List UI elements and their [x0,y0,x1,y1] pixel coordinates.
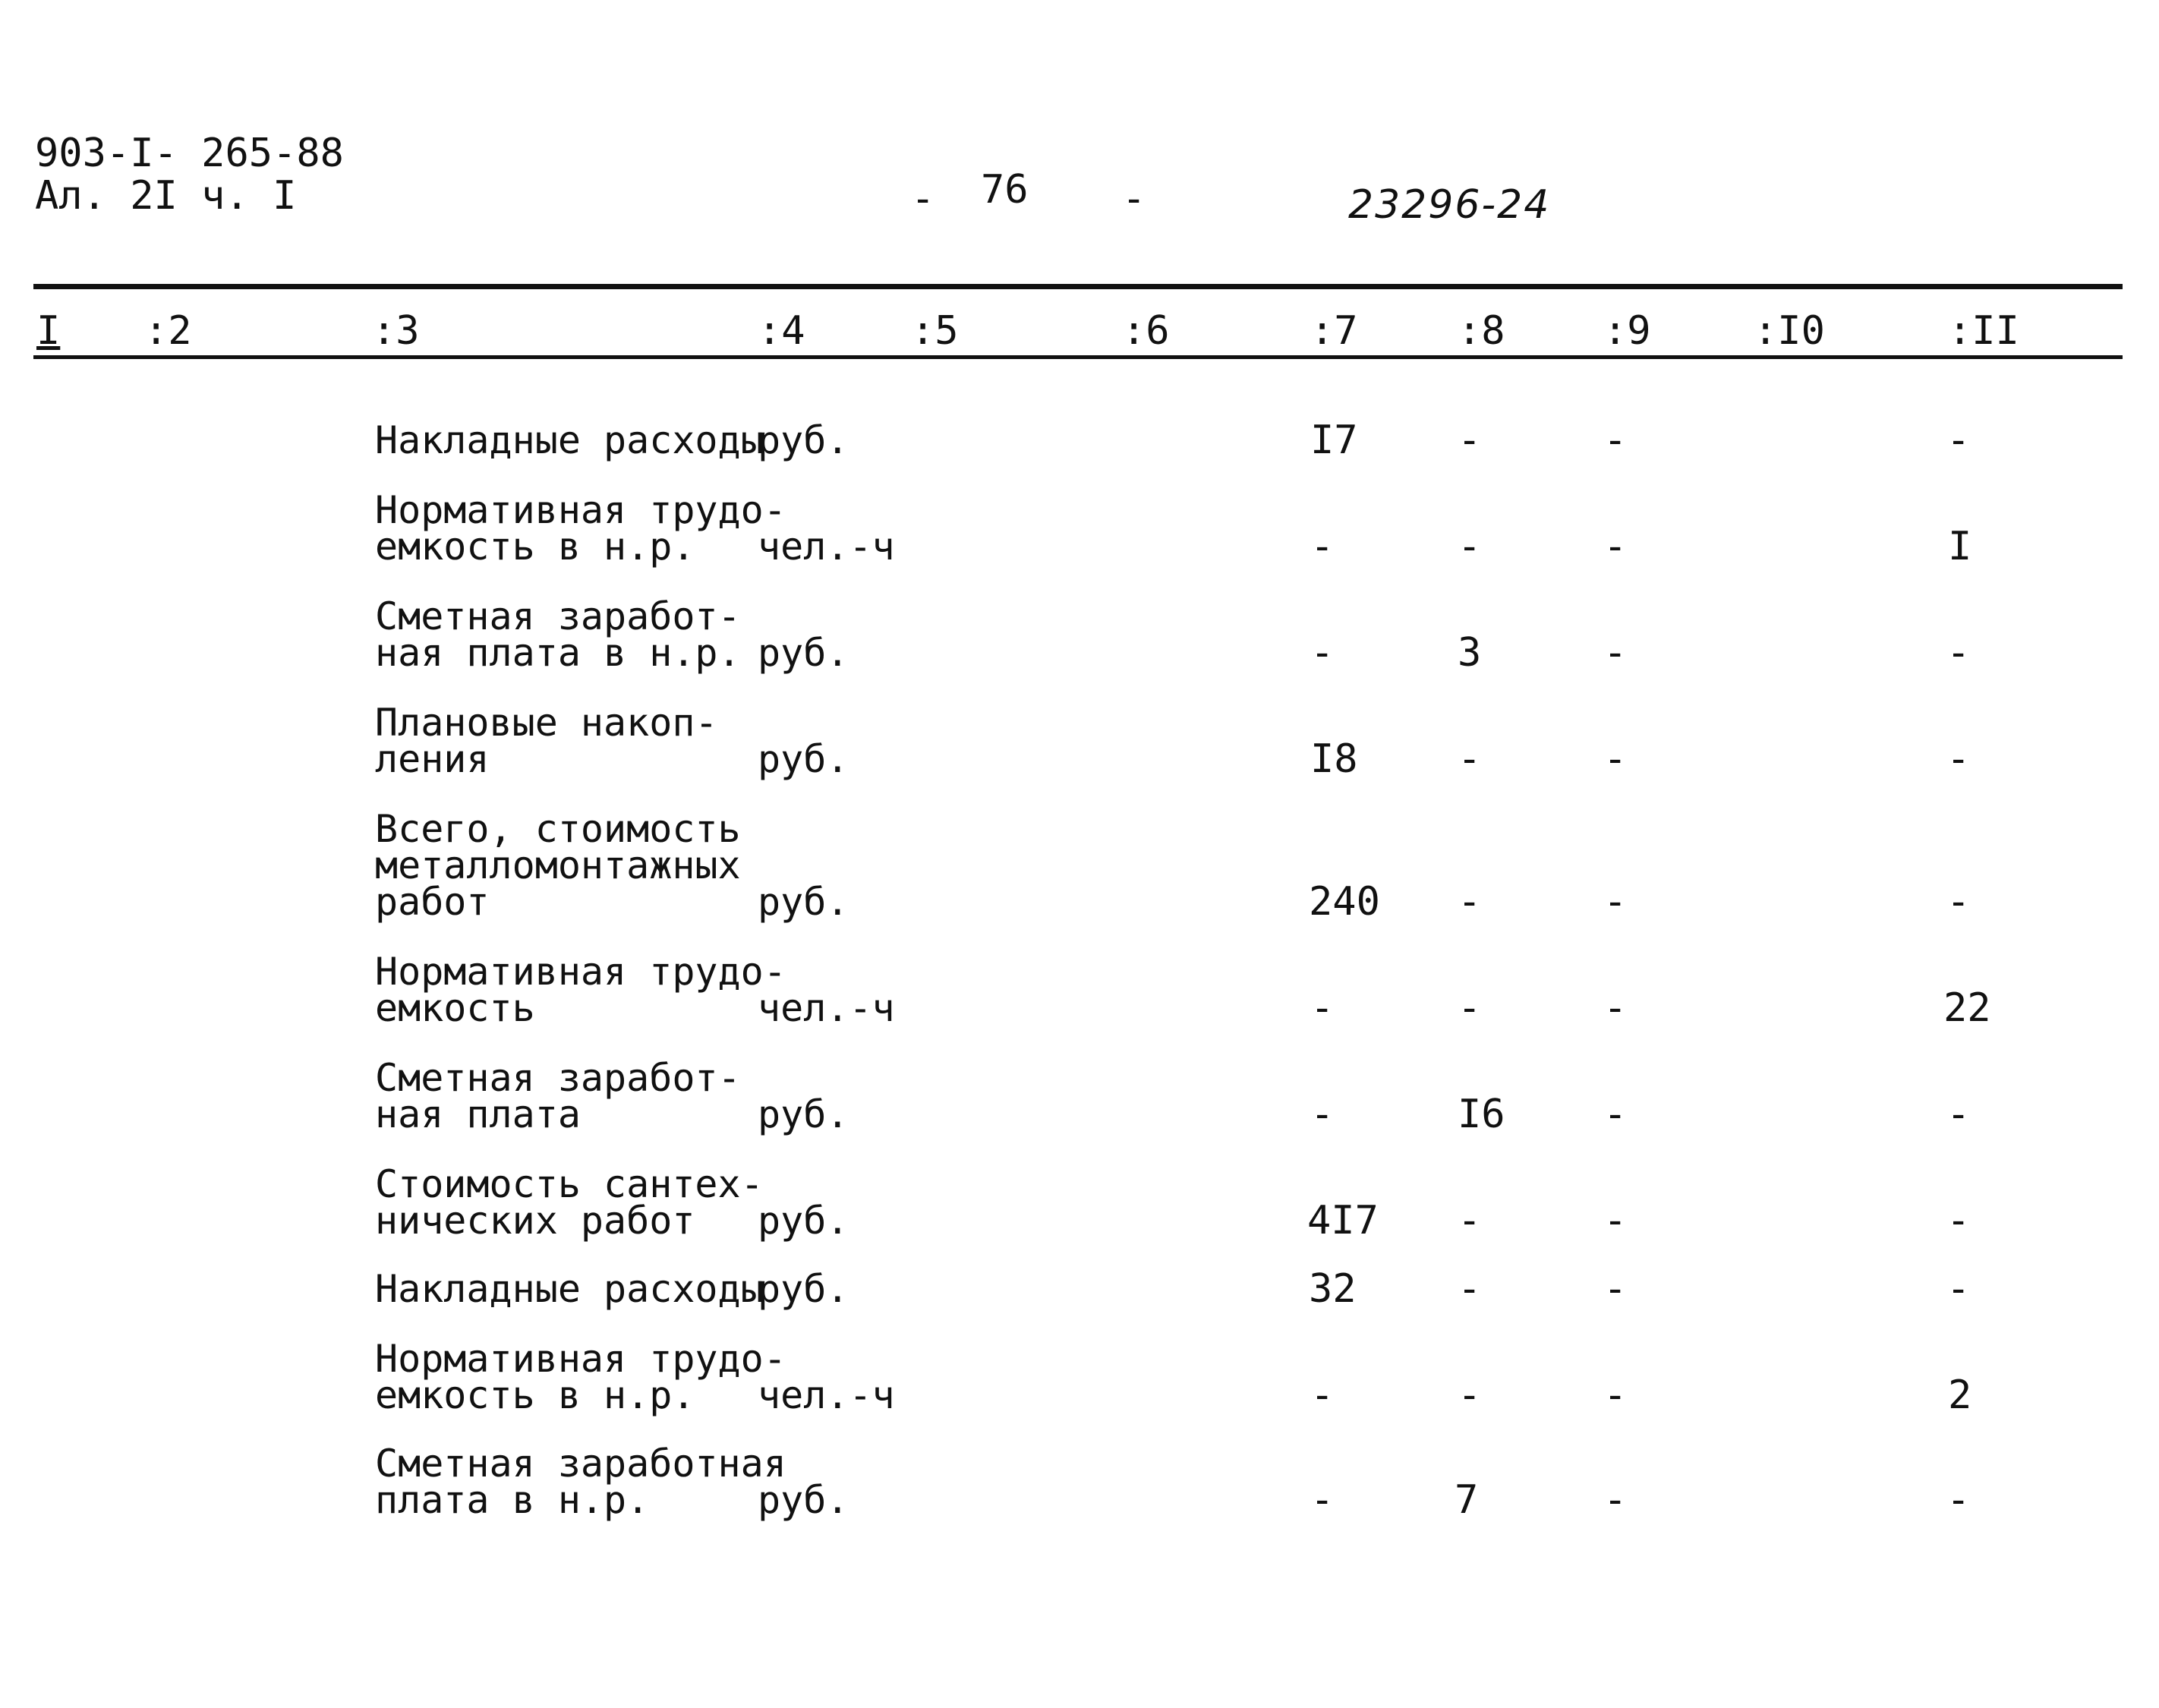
cell-col7: - [1310,1372,1335,1418]
cell-col8: 3 [1458,630,1482,676]
cell-col7: - [1310,524,1335,569]
cell-col8: - [1458,1372,1482,1418]
cell-col8: - [1458,1266,1482,1312]
cell-col7: 4I7 [1307,1198,1379,1243]
cell-col9: - [1603,1266,1628,1312]
row-unit: руб. [758,1267,849,1311]
cell-col8: I6 [1458,1092,1505,1137]
page-dash-right: - [1122,176,1146,222]
row-unit: руб. [758,737,849,781]
cell-col11: - [1946,1266,1971,1312]
cell-col8: - [1458,736,1482,782]
row-unit: чел.-ч [758,1373,895,1417]
row-name: Всего, стоимость металломонтажных работ [375,807,741,924]
cell-col11: - [1946,1198,1971,1243]
cell-col11: - [1946,418,1971,463]
row-unit: чел.-ч [758,525,895,569]
cell-col7: 32 [1309,1266,1357,1312]
row-unit: руб. [758,1478,849,1522]
column-header-10: :I0 [1754,308,1825,354]
cell-col8: - [1458,985,1482,1031]
cell-col11: - [1946,736,1971,782]
row-name: Нормативная трудо- емкость в н.р. [375,488,786,569]
cell-col11: - [1946,630,1971,676]
row-name: Плановые накоп- ления [375,701,718,781]
cell-col9: - [1603,1092,1628,1137]
column-header-9: :9 [1603,308,1651,354]
archive-stamp: 23296-24 [1348,182,1551,228]
cell-col11: - [1946,1477,1971,1523]
cell-col9: - [1603,736,1628,782]
header-rule [33,355,2123,359]
cell-col7: 240 [1309,879,1380,925]
cell-col11: - [1946,879,1971,925]
column-header-5: :5 [911,308,959,354]
row-unit: руб. [758,631,849,675]
row-name: Накладные расходы [375,1267,764,1311]
cell-col8: 7 [1455,1477,1479,1523]
cell-col9: - [1603,418,1628,463]
sheet-reference: Ал. 2I ч. I [35,173,297,219]
cell-col7: I8 [1310,736,1358,782]
row-name: Накладные расходы [375,418,764,462]
cell-col9: - [1603,1372,1628,1418]
column-header-6: :6 [1122,308,1170,354]
cell-col11: - [1946,1092,1971,1137]
row-name: Нормативная трудо- емкость [375,950,786,1030]
column-header-3: :3 [372,308,420,354]
cell-col7: - [1310,985,1335,1031]
column-header-8: :8 [1458,308,1505,354]
cell-col11: I [1948,524,1972,569]
row-unit: руб. [758,880,849,924]
cell-col8: - [1458,1198,1482,1243]
column-header-11: :II [1948,308,2019,354]
cell-col9: - [1603,524,1628,569]
row-name: Сметная заработная плата в н.р. [375,1442,786,1522]
column-header-7: :7 [1310,308,1358,354]
column-header-1: I [36,308,61,354]
cell-col8: - [1458,524,1482,569]
column-header-4: :4 [758,308,805,354]
cell-col9: - [1603,1477,1628,1523]
row-unit: руб. [758,1199,849,1243]
cell-col11: 22 [1943,985,1991,1031]
row-unit: руб. [758,1092,849,1136]
row-name: Нормативная трудо- емкость в н.р. [375,1337,786,1417]
document-code: 903-I- 265-88 [35,131,344,176]
cell-col8: - [1458,879,1482,925]
cell-col7: - [1310,1477,1335,1523]
cell-col8: - [1458,418,1482,463]
page-dash-left: - [911,176,935,222]
column-header-2: :2 [144,308,192,354]
cell-col7: - [1310,630,1335,676]
row-unit: руб. [758,418,849,462]
cell-col9: - [1603,630,1628,676]
cell-col7: - [1310,1092,1335,1137]
page-number: 76 [981,167,1029,213]
cell-col9: - [1603,985,1628,1031]
cell-col7: I7 [1310,418,1358,463]
cell-col11: 2 [1948,1372,1972,1418]
row-name: Стоимость сантех- нических работ [375,1162,764,1243]
row-name: Сметная заработ- ная плата [375,1056,741,1136]
cell-col9: - [1603,1198,1628,1243]
row-unit: чел.-ч [758,986,895,1030]
top-rule [33,284,2123,289]
row-name: Сметная заработ- ная плата в н.р. [375,594,741,675]
cell-col9: - [1603,879,1628,925]
